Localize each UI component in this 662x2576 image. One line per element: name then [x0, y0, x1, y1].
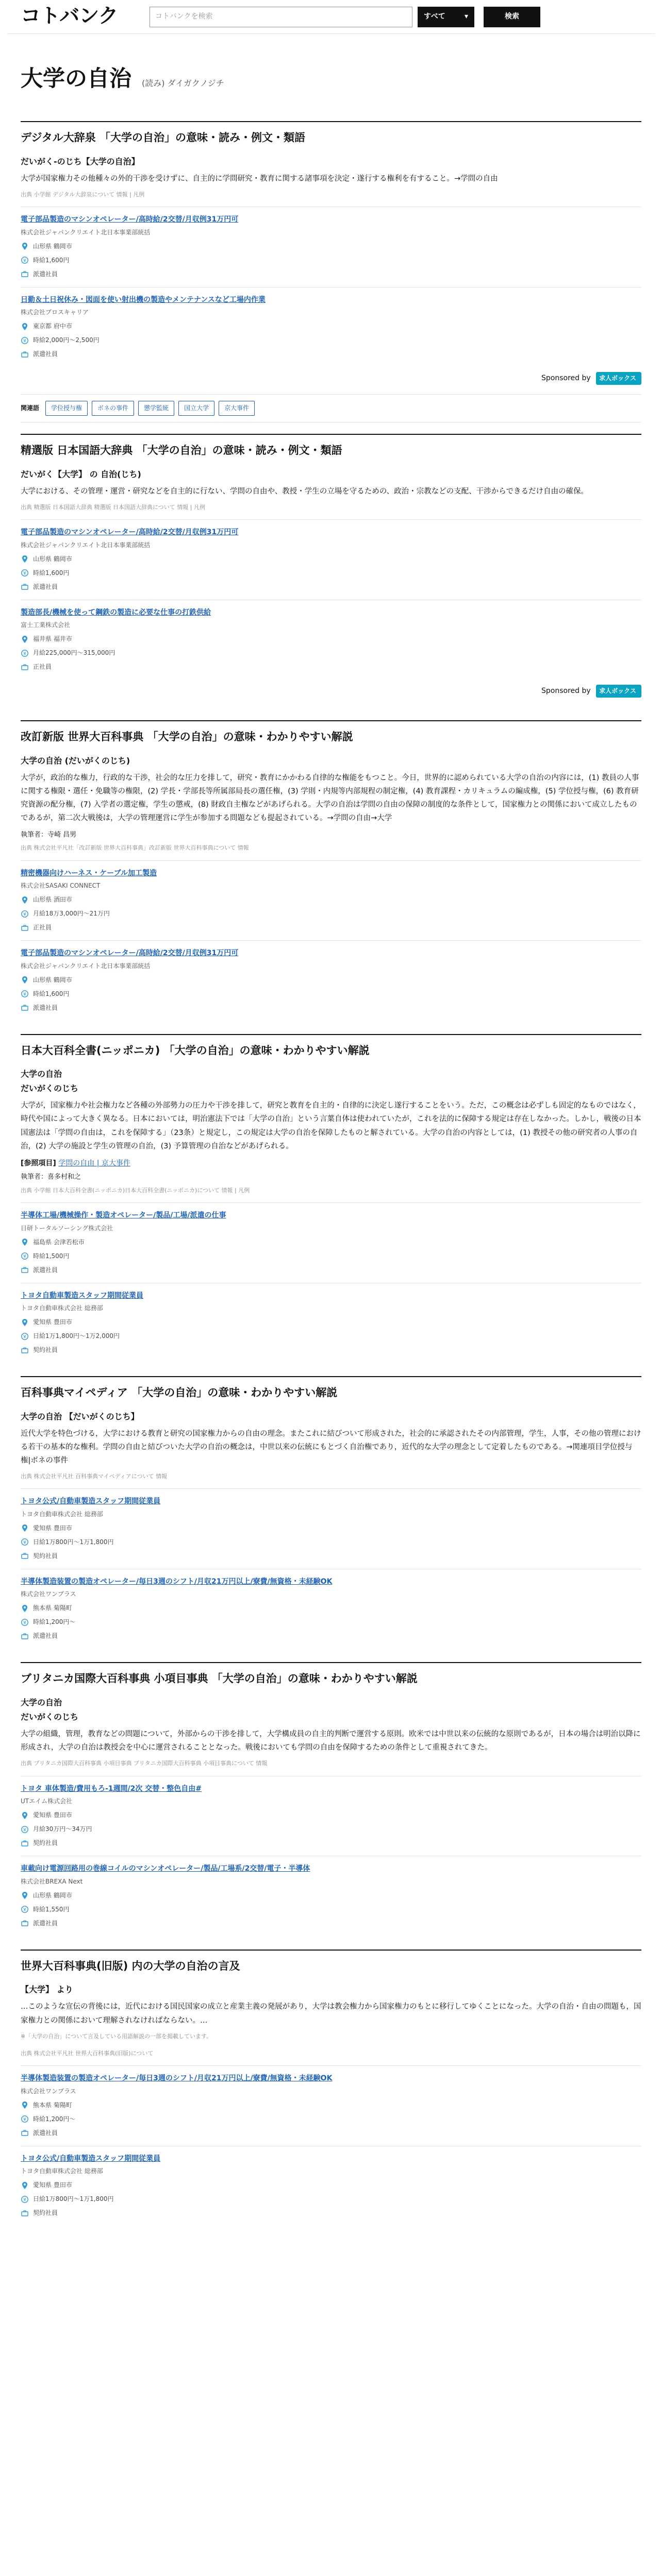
job-type-row — [21, 662, 641, 672]
svg-text:¥: ¥ — [23, 338, 26, 344]
job-location: 熊本県 菊陽町 — [33, 1604, 72, 1612]
job-pay: 日給1万800円〜1万1,800円 — [33, 2195, 114, 2203]
job-pay-row — [21, 2194, 641, 2205]
job-location-row — [21, 975, 641, 986]
job-company: UTエイム株式会社 — [21, 1798, 73, 1805]
job-type: 派遣社員 — [33, 1004, 58, 1011]
svg-text:¥: ¥ — [23, 1334, 26, 1340]
svg-text:¥: ¥ — [23, 992, 26, 997]
sponsor-credit — [21, 685, 641, 698]
mention-note: ※「大学の自治」について言及している用語解説の一部を掲載しています。 — [21, 2032, 212, 2040]
related-tag[interactable]: 懲学監統 — [138, 401, 174, 416]
job-type-row — [21, 1551, 641, 1562]
entry-body: 大学が，政治的な権力，行政的な干渉，社会的な圧力を排して，研究・教育にかかわる自律的な権能をもつこと。今日，世界的に認められている大学の自治の内容には，(1) 教員の人事に関する権限・選任・免職等の権限，(2) 学長・学部長等所属部局長の選任権，(3) 学則・内規等内部規程の制定権，(4) 教育課程・カリキュラムの編成権，(5) 学位授与権，(6) 教育研究資源の配分権，(7) 入学者の選定権，学生の懲戒，(8) 財政自主権などがあげられる。大学の自治は学問の自由の保障の制度的な条件として，国家権力との関係において成立したものであるが，第二次大戦後は，大学の管理運営に学生が参加する問題なども提起されている。→学問の自由→大学 — [21, 774, 639, 823]
dict-section-mypedia — [7, 1376, 655, 1662]
job-pay: 日給1万1,800円〜1万2,000円 — [33, 1332, 120, 1340]
job-list — [21, 1488, 641, 1649]
job-location: 山形県 酒田市 — [33, 896, 72, 904]
job-pay-row — [21, 255, 641, 266]
job-pay-row — [21, 908, 641, 919]
entry-heading: 大学の自治 だいがくのじち — [21, 1698, 79, 1722]
yen-icon — [21, 2115, 29, 2123]
entry-body: 大学が，国家権力や社会権力など各種の外部勢力の圧力や干渉を排して，研究と教育を自主的・自律的に決定し遂行することをいう。ただ，この概念は必ずしも固定的なものではなく，時代や国によって大きく異なる。日本においては，明治憲法下では「大学の自治」という言葉自体は使われていたが，これを法的に保障する規定は存在しなかった。しかし，戦後の日本国憲法は「学問の自由は，これを保障する」（23条）と規定し，この規定は大学の自治を保障したものと解されている。大学の自治の内容としては，(1) 教授その他の研究者の人事の自治，(2) 大学の施設と学生の管理の自治，(3) 予算管理の自治などがあげられる。 — [21, 1101, 641, 1150]
entry-heading: 大学の自治 【だいがくのじち】 — [21, 1411, 139, 1421]
briefcase-icon — [21, 924, 29, 932]
svg-text:¥: ¥ — [23, 2117, 26, 2123]
job-location: 山形県 鶴岡市 — [33, 976, 72, 984]
svg-text:¥: ¥ — [23, 1907, 26, 1913]
job-location-row — [21, 241, 641, 252]
briefcase-icon — [21, 1839, 29, 1848]
entry-heading: だいがく【大学】 の 自治(じち) — [21, 469, 141, 480]
location-pin-icon — [21, 2181, 29, 2190]
job-type: 派遣社員 — [33, 1266, 58, 1274]
entry-heading: 【大学】 より — [21, 1985, 73, 1995]
job-pay-row — [21, 1251, 641, 1262]
author-signature: 執筆者：寺崎 昌男 — [21, 831, 77, 839]
job-list — [21, 2065, 641, 2226]
job-location: 福島県 会津若松市 — [33, 1238, 85, 1246]
location-pin-icon — [21, 1238, 29, 1246]
job-type: 正社員 — [33, 663, 52, 671]
briefcase-icon — [21, 270, 29, 278]
reference-links[interactable]: 学問の自由 | 京大事件 — [58, 1159, 130, 1167]
job-company: トヨタ自動車株式会社 総務部 — [21, 2167, 103, 2175]
dict-section-sekai-old — [7, 1950, 655, 2226]
job-card[interactable] — [21, 860, 641, 941]
sponsor-logo[interactable]: 求人ボックス — [596, 685, 641, 698]
job-location-row — [21, 634, 641, 645]
location-pin-icon — [21, 1318, 29, 1327]
job-type-row — [21, 922, 641, 933]
site-logo[interactable]: コトバンク — [21, 5, 118, 28]
job-card[interactable] — [21, 940, 641, 1021]
job-location-row — [21, 1810, 641, 1821]
job-company: 株式会社ワンプラス — [21, 2087, 76, 2095]
job-location: 愛知県 豊田市 — [33, 2181, 72, 2189]
job-card[interactable] — [21, 287, 641, 367]
dict-heading: 日本大百科全書(ニッポニカ) 「大学の自治」の意味・わかりやすい解説 — [21, 1034, 641, 1060]
svg-text:¥: ¥ — [23, 258, 26, 264]
search-scope-label: すべて — [424, 12, 445, 21]
job-location-row — [21, 1317, 641, 1328]
page-reading: (読み) ダイガクノジチ — [142, 78, 224, 88]
yen-icon — [21, 2195, 29, 2204]
job-card[interactable] — [21, 1202, 641, 1283]
job-location-row — [21, 1603, 641, 1614]
job-type: 契約社員 — [33, 1839, 58, 1847]
search-scope-select[interactable] — [418, 7, 474, 27]
job-pay-row — [21, 1904, 641, 1915]
job-title[interactable]: 電子部品製造のマシンオペレーター/高時給/2交替/月収例31万円可 — [21, 528, 239, 537]
job-company: トヨタ自動車株式会社 総務部 — [21, 1510, 103, 1518]
entry-body: 大学における、その管理・運営・研究などを自主的に行ない、学問の自由や、教授・学生の立場を守るための、政治・宗教などの支配、干渉からできるだけ自由の確保。 — [21, 487, 588, 496]
job-pay: 時給1,600円 — [33, 256, 70, 264]
source-note: 出典 小学館 デジタル大辞泉について 情報 | 凡例 — [21, 191, 145, 198]
reference-line — [21, 1157, 641, 1170]
job-type-row — [21, 269, 641, 280]
entry-heading: 大学の自治 だいがくのじち — [21, 1069, 79, 1094]
job-location-row — [21, 1523, 641, 1534]
sponsor-label: Sponsored by — [541, 374, 591, 383]
source-note: 出典 株式会社平凡社 世界大百科事典(旧版)について — [21, 2049, 154, 2057]
job-pay-row — [21, 1331, 641, 1342]
related-terms — [21, 394, 641, 422]
job-pay: 月給30万円〜34万円 — [33, 1825, 92, 1833]
page-title-row — [7, 34, 655, 121]
dict-heading: デジタル大辞泉 「大学の自治」の意味・読み・例文・類語 — [21, 121, 641, 147]
location-pin-icon — [21, 1604, 29, 1613]
job-card[interactable] — [21, 1488, 641, 1569]
reference-label: [参照項目] — [21, 1159, 56, 1167]
job-type-row — [21, 1345, 641, 1355]
job-type-row — [21, 2128, 641, 2139]
search-button[interactable]: 検索 — [484, 7, 540, 27]
briefcase-icon — [21, 2209, 29, 2217]
job-list — [21, 207, 641, 367]
job-card[interactable] — [21, 2065, 641, 2146]
yen-icon — [21, 990, 29, 998]
source-note: 出典 小学館 日本大百科全書(ニッポニカ)日本大百科全書(ニッポニカ)について 情報 | 凡例 — [21, 1187, 250, 1194]
dict-section-daijisen — [7, 121, 655, 422]
location-pin-icon — [21, 1811, 29, 1820]
job-location: 熊本県 菊陽町 — [33, 2101, 72, 2109]
briefcase-icon — [21, 1919, 29, 1927]
job-pay: 時給1,200円〜 — [33, 2115, 76, 2123]
yen-icon — [21, 1618, 29, 1626]
entry-body: …このような宣伝の背後には，近代における国民国家の成立と産業主義の発展があり，大学は教会権力から国家権力のもとに移行してゆくことになった。大学の自治・自由の問題も，国家権力との関係において理解されなければならない。… — [21, 2003, 641, 2025]
briefcase-icon — [21, 663, 29, 671]
briefcase-icon — [21, 1266, 29, 1274]
job-type-row — [21, 1631, 641, 1641]
entry-body: 近代大学を特色づける，大学における教育と研究の国家権力からの自由の理念。またこれに結びついて形成された，社会的に承認されたその内部管理，学生，人事，その他の管理における若干の基本的な権利。学問の自由と結びついた大学の自治の概念は，中世以来の伝統にもとづく自治権であり，近代的な大学の理念として定着したものである。→関連項目学位授与権|ボネの事件 — [21, 1429, 641, 1465]
job-type: 正社員 — [33, 924, 52, 931]
location-pin-icon — [21, 555, 29, 563]
job-type: 派遣社員 — [33, 270, 58, 278]
job-location: 東京都 府中市 — [33, 323, 72, 330]
source-note: 出典 株式会社平凡社「改訂新版 世界大百科事典」改訂新版 世界大百科事典について 情報 — [21, 844, 249, 852]
job-title[interactable]: 半導体製造装置の製造オペレーター/毎日3週のシフト/月収21万円以上/寮費/無資格・未経験OK — [21, 2074, 333, 2083]
job-title[interactable]: トヨタ自動車製造スタッフ期間従業員 — [21, 1291, 143, 1300]
job-title[interactable]: 精密機器向けハーネス・ケーブル加工製造 — [21, 869, 157, 877]
dict-heading: 精選版 日本国語大辞典 「大学の自治」の意味・読み・例文・類語 — [21, 434, 641, 460]
job-type: 派遣社員 — [33, 1632, 58, 1640]
svg-text:¥: ¥ — [23, 1827, 26, 1833]
job-type-row — [21, 1838, 641, 1849]
job-pay-row — [21, 335, 641, 346]
job-type-row — [21, 1918, 641, 1929]
search-input[interactable]: コトバンクを検索 — [150, 7, 412, 27]
job-location-row — [21, 1237, 641, 1248]
location-pin-icon — [21, 896, 29, 904]
location-pin-icon — [21, 323, 29, 331]
job-type: 派遣社員 — [33, 350, 58, 358]
svg-text:¥: ¥ — [23, 571, 26, 577]
svg-text:¥: ¥ — [23, 912, 26, 918]
yen-icon — [21, 1332, 29, 1341]
job-type-row — [21, 2208, 641, 2218]
sponsor-label: Sponsored by — [541, 687, 591, 696]
job-location-row — [21, 2180, 641, 2191]
yen-icon — [21, 569, 29, 577]
job-company: 株式会社ジャパンクリエイト北日本事業部統括 — [21, 541, 151, 549]
job-pay-row — [21, 1537, 641, 1548]
job-title[interactable]: 車載向け電源回路用の巻線コイルのマシンオペレーター/製品/工場系/2交替/電子・半導体 — [21, 1865, 310, 1873]
job-pay: 時給2,000円〜2,500円 — [33, 336, 100, 344]
entry-body: 大学の組織，管理，教育などの問題について，外部からの干渉を排して，大学構成員の自主的判断で運営する原則。欧米では中世以来の伝統的な原則であるが，日本の場合は明治以降に形成され，大学の自治は教授会を中心に運営されることとなった。戦後においても学問の自由を保障するための条件として重視されてきた。 — [21, 1730, 641, 1752]
related-tag[interactable]: 京大事件 — [219, 401, 255, 416]
job-pay: 月給18万3,000円〜21万円 — [33, 910, 110, 918]
dict-heading: ブリタニカ国際大百科事典 小項目事典 「大学の自治」の意味・わかりやすい解説 — [21, 1662, 641, 1688]
job-title[interactable]: 日勤＆土日祝休み・図面を使い射出機の製造やメンテナンスなど工場内作業 — [21, 295, 266, 304]
job-location: 愛知県 豊田市 — [33, 1318, 72, 1326]
sponsor-credit — [21, 372, 641, 385]
job-title[interactable]: トヨタ公式/自動車製造スタッフ期間従業員 — [21, 2154, 161, 2163]
dict-heading: 改訂新版 世界大百科事典 「大学の自治」の意味・わかりやすい解説 — [21, 720, 641, 747]
chevron-down-icon: ▾ — [464, 12, 468, 21]
job-title[interactable]: トヨタ 車体製造/費用もろ-1週間/2次 交替・整色自由# — [21, 1784, 202, 1793]
job-company: 株式会社ジャパンクリエイト北日本事業部統括 — [21, 228, 151, 236]
job-card[interactable] — [21, 1283, 641, 1363]
yen-icon — [21, 910, 29, 918]
job-company: 日研トータルソーシング株式会社 — [21, 1224, 113, 1232]
job-type: 派遣社員 — [33, 1919, 58, 1927]
source-note: 出典 ブリタニカ国際大百科事典 小項目事典 ブリタニカ国際大百科事典 小項目事典について 情報 — [21, 1760, 268, 1767]
job-title[interactable]: 半導体製造装置の製造オペレーター/毎日3週のシフト/月収21万円以上/寮費/無資格・未経験OK — [21, 1577, 333, 1586]
briefcase-icon — [21, 2129, 29, 2137]
source-note: 出典 株式会社平凡社 百科事典マイペディアについて 情報 — [21, 1473, 168, 1480]
location-pin-icon — [21, 976, 29, 984]
job-location-row — [21, 321, 641, 332]
job-pay: 時給1,600円 — [33, 569, 70, 577]
location-pin-icon — [21, 1524, 29, 1532]
job-list — [21, 1202, 641, 1363]
briefcase-icon — [21, 1346, 29, 1354]
job-company: 株式会社ジャパンクリエイト北日本事業部統括 — [21, 962, 151, 970]
job-pay-row — [21, 648, 641, 658]
entry-heading: だいがく‐のじち【大学の自治】 — [21, 157, 140, 166]
related-tag[interactable]: 国立大学 — [178, 401, 214, 416]
job-type: 契約社員 — [33, 1552, 58, 1560]
briefcase-icon — [21, 1552, 29, 1560]
job-pay: 時給1,550円 — [33, 1905, 70, 1913]
job-list — [21, 519, 641, 680]
job-title[interactable]: 電子部品製造のマシンオペレーター/高時給/2交替/月収例31万円可 — [21, 215, 239, 224]
job-card[interactable] — [21, 207, 641, 287]
location-pin-icon — [21, 635, 29, 643]
job-type-row — [21, 1003, 641, 1013]
dict-section-seisenban — [7, 434, 655, 720]
job-type-row — [21, 349, 641, 360]
briefcase-icon — [21, 1632, 29, 1640]
job-title[interactable]: 電子部品製造のマシンオペレーター/高時給/2交替/月収例31万円可 — [21, 949, 239, 958]
job-list — [21, 1776, 641, 1936]
job-location-row — [21, 2100, 641, 2111]
job-location: 愛知県 豊田市 — [33, 1811, 72, 1819]
yen-icon — [21, 1825, 29, 1834]
job-pay-row — [21, 989, 641, 999]
location-pin-icon — [21, 242, 29, 250]
svg-text:¥: ¥ — [23, 651, 26, 657]
job-type: 派遣社員 — [33, 583, 58, 590]
job-company: 富士工業株式会社 — [21, 621, 71, 629]
yen-icon — [21, 256, 29, 264]
job-card[interactable] — [21, 600, 641, 680]
related-tag[interactable]: 学位授与権 — [45, 401, 88, 416]
dict-heading: 世界大百科事典(旧版) 内の大学の自治の言及 — [21, 1950, 641, 1976]
job-pay: 月給225,000円〜315,000円 — [33, 649, 115, 657]
job-location-row — [21, 894, 641, 905]
job-type: 契約社員 — [33, 2209, 58, 2217]
job-location: 愛知県 豊田市 — [33, 1524, 72, 1532]
dict-section-nipponica — [7, 1034, 655, 1377]
svg-text:¥: ¥ — [23, 1540, 26, 1546]
svg-text:¥: ¥ — [23, 2197, 26, 2203]
job-pay-row — [21, 1617, 641, 1628]
job-pay-row — [21, 2114, 641, 2125]
job-location: 山形県 鶴岡市 — [33, 555, 72, 563]
job-title[interactable]: 半導体工場/機械操作・製造オペレーター/製品/工場/派遣の仕事 — [21, 1211, 226, 1220]
job-pay: 時給1,600円 — [33, 990, 70, 997]
location-pin-icon — [21, 1891, 29, 1900]
job-card[interactable] — [21, 2146, 641, 2226]
job-location: 福井県 福井市 — [33, 635, 72, 643]
sponsor-logo[interactable]: 求人ボックス — [596, 372, 641, 385]
job-company: 株式会社プロスキャリア — [21, 309, 89, 316]
site-header — [7, 0, 655, 34]
job-location-row — [21, 554, 641, 565]
job-card[interactable] — [21, 1856, 641, 1936]
svg-text:¥: ¥ — [23, 1254, 26, 1260]
yen-icon — [21, 649, 29, 657]
job-type-row — [21, 1265, 641, 1276]
job-pay: 時給1,500円 — [33, 1252, 70, 1260]
job-list — [21, 860, 641, 1021]
job-title[interactable]: トヨタ公式/自動車製造スタッフ期間従業員 — [21, 1497, 161, 1506]
entry-body: 大学が国家権力その他種々の外的干渉を受けずに、自主的に学問研究・教育に関する諸事項を決定・遂行する権利を有すること。→学問の自由 — [21, 175, 498, 183]
author-signature: 執筆者：喜多村和之 — [21, 1173, 81, 1181]
job-title[interactable]: 製造部長/機械を使って鋼鉄の製造に必要な仕事の打鉄供給 — [21, 608, 211, 617]
page-title: 大学の自治 — [21, 66, 131, 92]
job-company: 株式会社SASAKI CONNECT — [21, 882, 101, 890]
briefcase-icon — [21, 1004, 29, 1012]
dict-section-britannica — [7, 1662, 655, 1949]
job-pay: 日給1万800円〜1万1,800円 — [33, 1538, 114, 1546]
job-card[interactable] — [21, 1569, 641, 1649]
related-tag[interactable]: ボネの事件 — [92, 401, 134, 416]
yen-icon — [21, 1252, 29, 1260]
yen-icon — [21, 1905, 29, 1913]
related-label: 関連語 — [21, 404, 40, 412]
source-note: 出典 精選版 日本国語大辞典 精選版 日本国語大辞典について 情報 | 凡例 — [21, 504, 205, 511]
briefcase-icon — [21, 350, 29, 359]
location-pin-icon — [21, 2101, 29, 2109]
job-pay-row — [21, 1824, 641, 1835]
job-location: 山形県 鶴岡市 — [33, 1891, 72, 1899]
job-location: 山形県 鶴岡市 — [33, 242, 72, 250]
job-card[interactable] — [21, 519, 641, 600]
job-location-row — [21, 1890, 641, 1901]
svg-text:¥: ¥ — [23, 1620, 26, 1626]
yen-icon — [21, 1538, 29, 1546]
dict-heading: 百科事典マイペディア 「大学の自治」の意味・わかりやすい解説 — [21, 1376, 641, 1402]
entry-heading: 大学の自治 (だいがくのじち) — [21, 756, 130, 766]
job-card[interactable] — [21, 1776, 641, 1856]
job-type-row — [21, 582, 641, 592]
job-company: トヨタ自動車株式会社 総務部 — [21, 1304, 103, 1312]
yen-icon — [21, 336, 29, 345]
job-company: 株式会社BREXA Next — [21, 1877, 83, 1885]
job-pay: 時給1,200円〜 — [33, 1618, 76, 1626]
job-type: 派遣社員 — [33, 2129, 58, 2137]
job-company: 株式会社ワンプラス — [21, 1590, 76, 1598]
job-type: 契約社員 — [33, 1346, 58, 1354]
dict-section-kaitei — [7, 720, 655, 1033]
briefcase-icon — [21, 583, 29, 591]
job-pay-row — [21, 568, 641, 579]
